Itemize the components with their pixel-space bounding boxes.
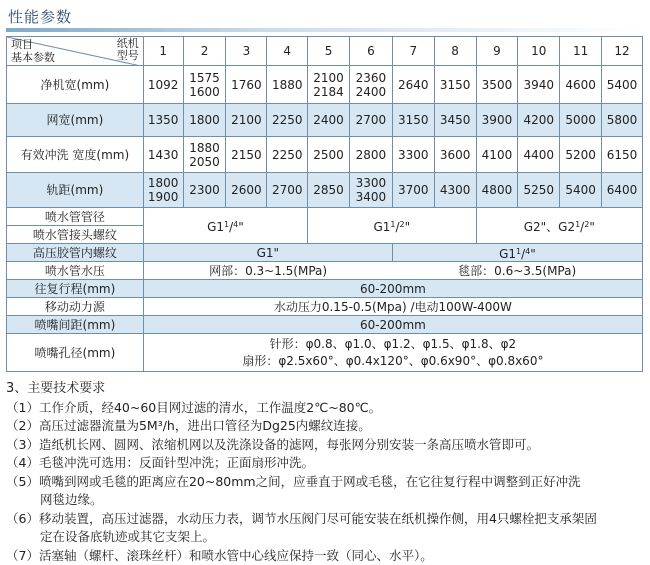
- model-header: 12: [602, 37, 643, 66]
- cell: 1800: [183, 104, 226, 137]
- cell: 6150: [602, 137, 643, 173]
- cell: 6400: [602, 173, 643, 208]
- cell: 1880 2050: [183, 137, 226, 173]
- row-label-bottom: 基本参数: [11, 52, 55, 64]
- row-wash-width: [7, 137, 643, 173]
- pressure-wire: 网部：0.3~1.5(MPa): [143, 262, 392, 280]
- cell: 1430: [143, 137, 183, 173]
- model-header: 4: [267, 37, 308, 66]
- model-header: 1: [143, 37, 183, 66]
- row-nozzle-spacing: [7, 316, 643, 334]
- diagonal-header-cell: [7, 37, 144, 66]
- row-label: 喷嘴间距(mm): [7, 316, 144, 334]
- cell: 1880: [267, 66, 308, 104]
- hose-thread-left: G1": [143, 244, 392, 262]
- row-stroke: [7, 280, 643, 298]
- cell: 4600: [560, 66, 602, 104]
- cell: 1350: [143, 104, 183, 137]
- cell: 2100: [226, 104, 267, 137]
- cell: 3700: [392, 173, 434, 208]
- requirement-item: （2）高压过滤器流量为5M³/h，进出口管径为Dg25内螺纹连接。: [6, 417, 646, 436]
- requirement-item: （1）工作介质，经40~60目网过滤的清水，工作温度2℃~80℃。: [6, 399, 646, 418]
- cell: 3300 3400: [349, 173, 392, 208]
- col-label-bottom: 型号: [117, 50, 139, 62]
- cell: 4800: [476, 173, 518, 208]
- requirement-item-cont: 定在设备底轨迹或其它支架上。: [6, 528, 646, 547]
- cell: 5800: [602, 104, 643, 137]
- cell: 2850: [308, 173, 350, 208]
- header-row: [7, 37, 643, 66]
- cell: 2400: [308, 104, 350, 137]
- col-label-top: 纸机: [117, 38, 139, 50]
- row-water-pressure: [7, 262, 643, 280]
- cell: 4100: [476, 137, 518, 173]
- cell: 3300: [392, 137, 434, 173]
- hose-thread-right: $G1^1/^4$": [392, 244, 642, 262]
- nozzle-spacing-value: 60-200mm: [143, 316, 642, 334]
- requirements-heading: 3、主要技术要求: [6, 380, 646, 399]
- cell: 5000: [560, 104, 602, 137]
- title-underline: [6, 28, 642, 32]
- row-nozzle-hole: [7, 334, 643, 372]
- model-header: 8: [434, 37, 476, 66]
- cell: 4300: [434, 173, 476, 208]
- cell: 5250: [518, 173, 560, 208]
- nozzle-hole-value: [143, 334, 642, 372]
- requirement-item: （7）活塞轴（螺杆、滚珠丝杆）和喷水管中心线应保持一致（同心、水平）。: [6, 547, 646, 565]
- cell: 2600: [226, 173, 267, 208]
- cell: 2300: [183, 173, 226, 208]
- model-header: 3: [226, 37, 267, 66]
- cell: 5400: [560, 173, 602, 208]
- requirement-item: （5）喷嘴到网或毛毯的距离应在20~80mm之间，应垂直于网或毛毯，在它往复行程中调整到正好冲洗: [6, 473, 646, 492]
- cell: 5400: [602, 66, 643, 104]
- needle-type: 针形：φ0.8、φ1.0、φ1.2、φ1.5、φ1.8、φ2: [144, 336, 642, 353]
- row-label: 往复行程(mm): [7, 280, 144, 298]
- cell: 2150: [226, 137, 267, 173]
- section-title: 性能参数: [8, 6, 72, 27]
- cell: 2500: [308, 137, 350, 173]
- cell: 2250: [267, 137, 308, 173]
- requirement-item: （3）造纸机长网、圆网、浓缩机网以及洗涤设备的滤网，每张网分别安装一条高压喷水管即可。: [6, 436, 646, 455]
- requirement-item: （6）移动装置，高压过滤器，水动压力表，调节水压阀门尽可能安装在纸机操作侧，用4只螺栓把支承架固: [6, 510, 646, 529]
- pressure-felt: 毯部：0.6~3.5(MPa): [392, 262, 642, 280]
- row-label: 喷水管接头螺纹: [7, 226, 144, 244]
- cell: 2700: [349, 104, 392, 137]
- requirement-item-cont: 网毯边缘。: [6, 491, 646, 510]
- cell: 2800: [349, 137, 392, 173]
- row-wire-width: [7, 104, 643, 137]
- performance-table: [6, 36, 643, 372]
- technical-requirements: [6, 380, 646, 565]
- cell: 3150: [392, 104, 434, 137]
- fan-type: 扇形：φ2.5x60°、φ0.4x120°、φ0.6x90°、φ0.8x60°: [144, 353, 642, 370]
- row-hose-thread: [7, 244, 643, 262]
- cell: 2360 2400: [349, 66, 392, 104]
- model-header: 2: [183, 37, 226, 66]
- cell: 1575 1600: [183, 66, 226, 104]
- cell: 3500: [476, 66, 518, 104]
- row-pipe-size: [7, 208, 643, 226]
- row-label-top: 项目: [11, 39, 33, 51]
- row-label: 喷水管管径: [7, 208, 144, 226]
- cell: 2640: [392, 66, 434, 104]
- cell: 3940: [518, 66, 560, 104]
- cell: 4400: [518, 137, 560, 173]
- cell: 3600: [434, 137, 476, 173]
- model-header: 11: [560, 37, 602, 66]
- row-power: [7, 298, 643, 316]
- row-label: 高压胶管内螺纹: [7, 244, 144, 262]
- cell: 3150: [434, 66, 476, 104]
- cell: 4200: [518, 104, 560, 137]
- cell: 3900: [476, 104, 518, 137]
- cell: 1760: [226, 66, 267, 104]
- model-header: 5: [308, 37, 350, 66]
- row-label: 有效冲洗 宽度(mm): [7, 137, 144, 173]
- row-track-gauge: [7, 173, 643, 208]
- model-header: 7: [392, 37, 434, 66]
- model-header: 10: [518, 37, 560, 66]
- power-value: 水动压力0.15-0.5(Mpa) /电动100W-400W: [143, 298, 642, 316]
- model-header: 6: [349, 37, 392, 66]
- stroke-value: 60-200mm: [143, 280, 642, 298]
- cell: 3450: [434, 104, 476, 137]
- cell: 2250: [267, 104, 308, 137]
- cell: 5200: [560, 137, 602, 173]
- row-label: 网宽(mm): [7, 104, 144, 137]
- row-label: 移动动力源: [7, 298, 144, 316]
- requirement-item: （4）毛毯冲洗可选用：反面针型冲洗；正面扇形冲洗。: [6, 454, 646, 473]
- pipe-size-group-2: $G1^1/^2$": [308, 208, 476, 244]
- pipe-size-group-3: G2"、$G2^1/^2$": [476, 208, 642, 244]
- model-header: 9: [476, 37, 518, 66]
- row-label: 净机宽(mm): [7, 66, 144, 104]
- row-machine-width: [7, 66, 643, 104]
- cell: 1092: [143, 66, 183, 104]
- pipe-size-group-1: $G1^1/^4$": [143, 208, 307, 244]
- row-label: 喷水管水压: [7, 262, 144, 280]
- cell: 2700: [267, 173, 308, 208]
- cell: 1800 1900: [143, 173, 183, 208]
- row-label: 喷嘴孔径(mm): [7, 334, 144, 372]
- row-label: 轨距(mm): [7, 173, 144, 208]
- cell: 2100 2184: [308, 66, 350, 104]
